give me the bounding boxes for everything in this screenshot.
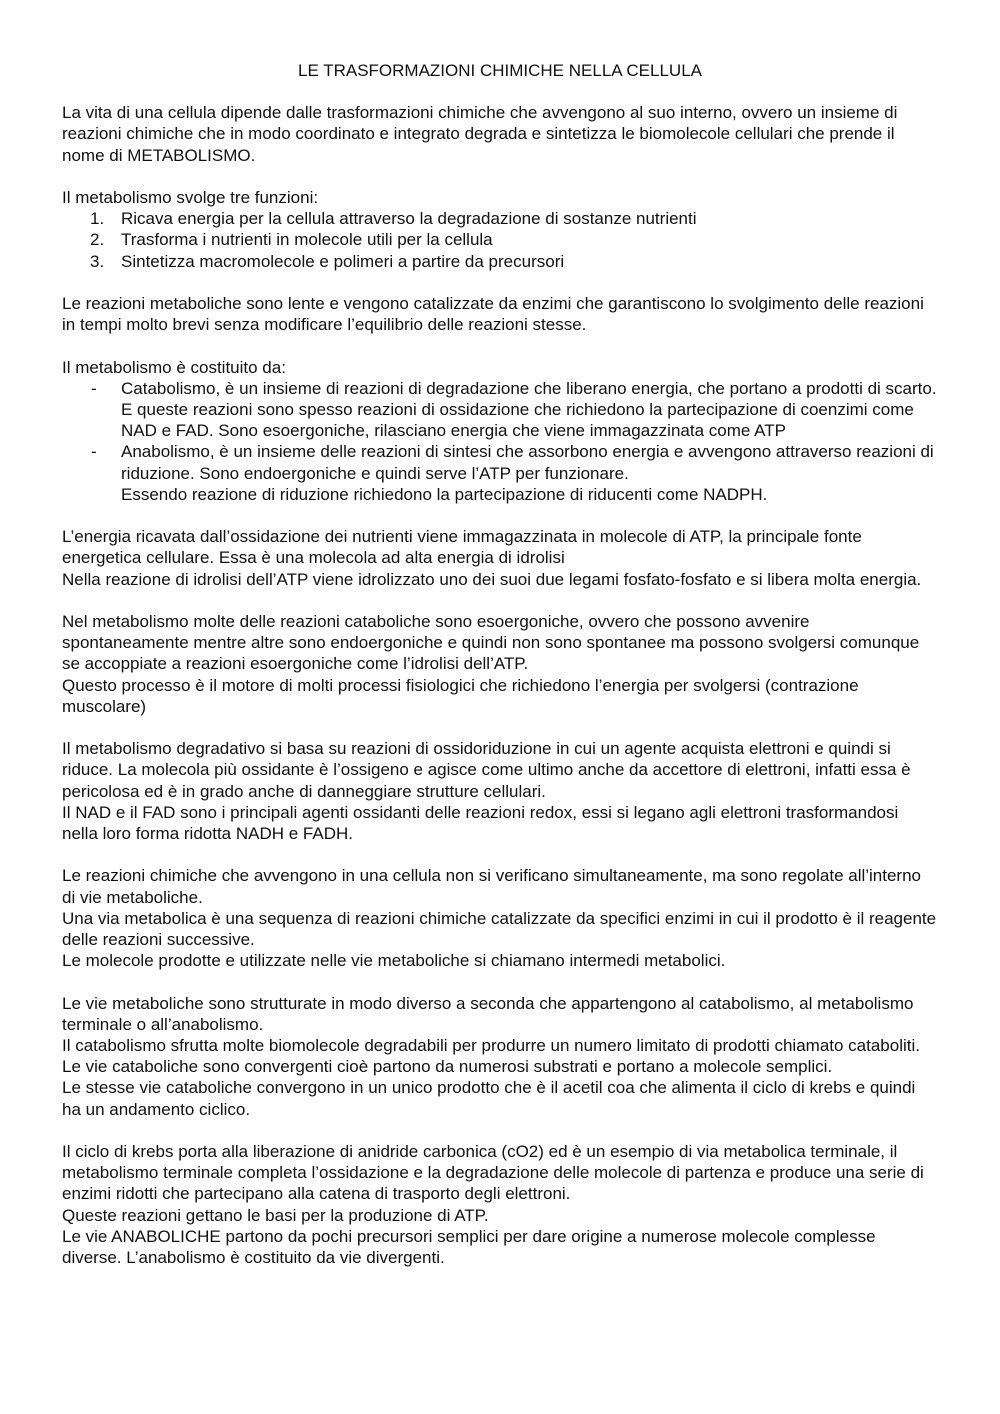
paragraph-strut-1: Le vie metaboliche sono strutturate in modo diverso a seconda che appartengono al catabolismo, al metabolismo terminale o all’anabolismo. [62, 993, 914, 1034]
paragraph-strut-4: Le stesse vie cataboliche convergono in un unico prodotto che è il acetil coa che alimenta il ciclo di krebs e quindi ha un andamento ciclico. [62, 1078, 916, 1119]
dash-marker: - [91, 442, 97, 462]
composition-list [62, 378, 938, 505]
paragraph-vie-3: Le molecole prodotte e utilizzate nelle vie metaboliche si chiamano intermedi metabolici. [62, 951, 726, 971]
paragraph-strut-3: Le vie cataboliche sono convergenti cioè partono da numerosi substrati e portano a molecole semplici. [62, 1057, 833, 1077]
list-item-text: Anabolismo, è un insieme delle reazioni di sintesi che assorbono energia e avvengono attraverso reazioni di riduzione. Sono endoergoniche e quindi serve l’ATP per funzionare. [121, 442, 934, 483]
composition-intro: Il metabolismo è costituito da: [62, 357, 286, 377]
page-title: LE TRASFORMAZIONI CHIMICHE NELLA CELLULA [297, 61, 702, 80]
list-item-text: Ricava energia per la cellula attraverso la degradazione di sostanze nutrienti [121, 209, 697, 229]
paragraph-gap [62, 971, 938, 992]
paragraph-atp-1: L’energia ricavata dall’ossidazione dei nutrienti viene immagazzinata in molecole di ATP, la principale fonte energetica cellulare. Essa è una molecola ad alta energia di idrolisi [62, 527, 862, 568]
paragraph-vie-1: Le reazioni chimiche che avvengono in una cellula non si verificano simultaneamente, ma sono regolate all’interno di vie metaboliche. [62, 866, 922, 907]
list-number: 3. [90, 251, 105, 271]
paragraph-redox-1: Il metabolismo degradativo si basa su reazioni di ossidoriduzione in cui un agente acquista elettroni e quindi si riduce. La molecola più ossidante è l’ossigeno e agisce come ultimo anche da accettore di elettroni, infatti essa è pericolosa ed è in grado anche di danneggiare strutture cellulari. [62, 739, 911, 801]
functions-intro: Il metabolismo svolge tre funzioni: [62, 188, 319, 207]
paragraph-gap [62, 590, 938, 611]
paragraph-vie-2: Una via metabolica è una sequenza di reazioni chimiche catalizzate da specifici enzimi in cui il prodotto è il reagente delle reazioni successive. [62, 908, 937, 950]
paragraph-eso-2: Questo processo è il motore di molti processi fisiologici che richiedono l’energia per svolgersi (contrazione muscolare) [62, 675, 859, 716]
paragraph-gap [62, 717, 938, 738]
paragraph-enzimi: Le reazioni metaboliche sono lente e vengono catalizzate da enzimi che garantiscono lo svolgimento delle reazioni in tempi molto brevi senza modificare l’equilibrio delle reazioni stesse. [62, 294, 924, 335]
list-item [62, 378, 938, 442]
paragraph-krebs-3: Le vie ANABOLICHE partono da pochi precursori semplici per dare origine a numerose molecole complesse diverse. L’anabolismo è costituito da vie divergenti. [62, 1226, 876, 1268]
paragraph-gap [62, 335, 938, 356]
dash-marker: - [91, 378, 97, 398]
paragraph-atp-2: Nella reazione di idrolisi dell’ATP viene idrolizzato uno dei suoi due legami fosfato-fosfato e si libera molta energia. [62, 569, 922, 589]
list-item-extra-text: Essendo reazione di riduzione richiedono la partecipazione di riducenti come NADPH. [121, 484, 768, 504]
paragraph-krebs-1: Il ciclo di krebs porta alla liberazione di anidride carbonica (cO2) ed è un esempio di via metabolica terminale, il metabolismo terminale completa l’ossidazione e la degradazione delle molecole di partenza e produce una serie di enzimi ridotti che partecipano alla catena di trasporto degli elettroni. [62, 1142, 924, 1204]
list-item [62, 229, 938, 250]
paragraph-intro: La vita di una cellula dipende dalle trasformazioni chimiche che avvengono al suo interno, ovvero un insieme di reazioni chimiche che in modo coordinato e integrato degrada e sintetizza le biomolecole cellulari che prende il nome di METABOLISMO. [62, 103, 898, 165]
list-item-text: Trasforma i nutrienti in molecole utili per la cellula [121, 230, 493, 250]
paragraph-redox-2: Il NAD e il FAD sono i principali agenti ossidanti delle reazioni redox, essi si legano agli elettroni trasformandosi nella loro forma ridotta NADH e FADH. [62, 802, 899, 844]
paragraph-krebs-2: Queste reazioni gettano le basi per la produzione di ATP. [62, 1205, 489, 1225]
paragraph-gap [62, 1120, 938, 1141]
paragraph-gap [62, 272, 938, 293]
paragraph-strut-2: Il catabolismo sfrutta molte biomolecole degradabili per produrre un numero limitato di prodotti chiamato cataboliti. [62, 1036, 920, 1056]
paragraph-eso-1: Nel metabolismo molte delle reazioni cataboliche sono esoergoniche, ovvero che possono avvenire spontaneamente mentre altre sono endoergoniche e quindi non sono spontanee ma possono svolgersi comunque se accoppiate a reazioni esoergoniche come l’idrolisi dell’ATP. [62, 612, 920, 674]
list-number: 2. [90, 230, 105, 250]
paragraph-gap [62, 844, 938, 865]
paragraph-gap [62, 166, 938, 187]
functions-list [62, 208, 938, 272]
paragraph-gap [62, 505, 938, 526]
list-item [62, 251, 938, 272]
list-item-text: Catabolismo, è un insieme di reazioni di degradazione che liberano energia, che portano a prodotti di scarto. E queste reazioni sono spesso reazioni di ossidazione che richiedono la partecipazione di coenzimi come NAD e FAD. Sono esoergoniche, rilasciano energia che viene immagazzinata come ATP [121, 378, 937, 441]
list-item [62, 441, 938, 505]
list-number: 1. [90, 209, 105, 229]
list-item [62, 208, 938, 229]
list-item-text: Sintetizza macromolecole e polimeri a partire da precursori [121, 251, 565, 271]
